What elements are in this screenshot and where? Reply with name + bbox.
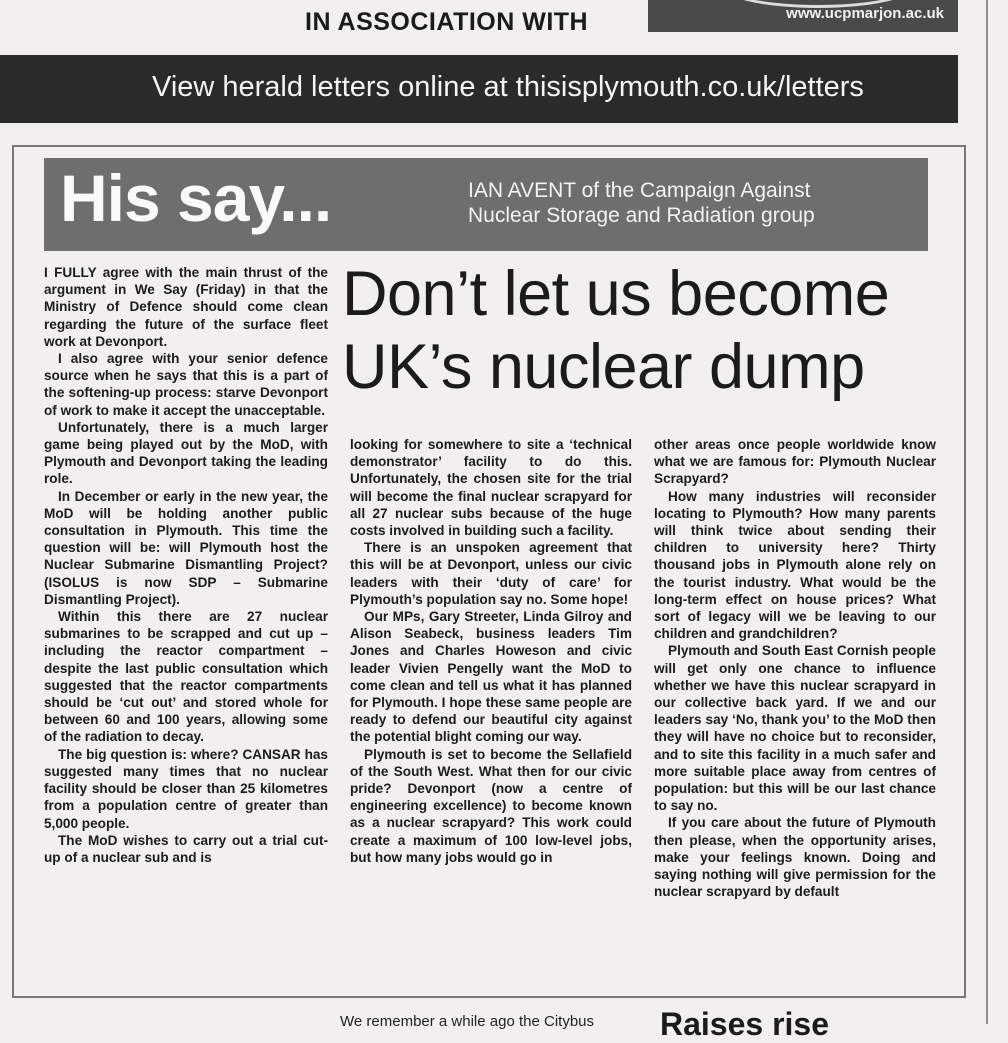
top-strip bbox=[0, 0, 1008, 48]
article-column-3 bbox=[654, 436, 936, 982]
paragraph: looking for somewhere to site a ‘technical demonstrator’ facility to do this. Unfortunately, the chosen site for the trial will become the final nuclear scrapyard for all 27 nuclear subs because of the huge costs involved in building such a facility. bbox=[350, 437, 632, 539]
paragraph: In December or early in the new year, the MoD will be holding another public consultation in Plymouth. This time the question will be: will Plymouth host the Nuclear Submarine Dismantling Project? (ISOLUS is now SDP – Submarine Dismantling Project). bbox=[44, 488, 328, 607]
letters-banner bbox=[0, 55, 958, 123]
paragraph: I FULLY agree with the main thrust of the argument in We Say (Friday) in that the Ministry of Defence should come clean regarding the future of the surface fleet work at Devonport. bbox=[44, 265, 328, 349]
letters-banner-text: View herald letters online at thisisplymouth.co.uk/letters bbox=[152, 71, 864, 103]
paragraph: How many industries will reconsider locating to Plymouth? How many parents will think twice about sending their children to university here? Thirty thousand jobs in Plymouth alone rely on the tourist industry. What would be the long-term effect on house prices? What sort of legacy will we be leaving to our children and grandchildren? bbox=[654, 488, 936, 642]
byline bbox=[468, 178, 815, 228]
headline-line-2: UK’s nuclear dump bbox=[342, 332, 865, 402]
paragraph: There is an unspoken agreement that this will be at Devonport, unless our civic leaders with their ‘duty of care’ for Plymouth’s population say no. Some hope! bbox=[350, 540, 632, 607]
next-article-headline: Raises rise bbox=[660, 1006, 830, 1042]
paragraph: I also agree with your senior defence source when he says that this is a part of the softening-up process: starve Devonport of work to make it accept the unacceptable. bbox=[44, 351, 328, 418]
association-label: IN ASSOCIATION WITH bbox=[305, 8, 589, 36]
paragraph: The big question is: where? CANSAR has suggested many times that no nuclear facility should be closer than 25 kilometres from a population centre of greater than 5,000 people. bbox=[44, 746, 328, 831]
article-headline bbox=[342, 258, 942, 404]
next-article-snippet: We remember a while ago the Citybus bbox=[340, 1013, 595, 1030]
paragraph: Plymouth and South East Cornish people will get only one chance to influence whether we have this nuclear scrapyard in our collective back yard. If we and our leaders say ‘No, thank you’ to the MoD then they will have no choice but to reconsider, and to site this facility in a much safer and more suitable place away from centres of population: but this will be our last chance to say no. bbox=[654, 643, 936, 814]
paragraph: Within this there are 27 nuclear submarines to be scrapped and cut up – including the reactor compartment – despite the last public consultation which suggested that the reactor compartments should be ‘cut out’ and stored whole for between 60 and 100 years, allowing some of the radiation to decay. bbox=[44, 609, 328, 745]
paragraph: Our MPs, Gary Streeter, Linda Gilroy and Alison Seabeck, business leaders Tim Jones and Charles Howeson and civic leader Vivien Pengelly want the MoD to come clean and tell us what it has planned for Plymouth. I hope these same people are ready to defend our beautiful city against the potential blight coming our way. bbox=[350, 609, 632, 745]
page-edge-divider bbox=[986, 0, 988, 1024]
sponsor-logo bbox=[648, 0, 958, 32]
headline-line-1: Don’t let us become bbox=[342, 259, 890, 329]
byline-line-2: Nuclear Storage and Radiation group bbox=[468, 204, 815, 227]
column-label-bar bbox=[44, 158, 928, 251]
paragraph: Unfortunately, there is a much larger game being played out by the MoD, with Plymouth and Devonport taking the leading role. bbox=[44, 419, 328, 487]
article-column-2 bbox=[350, 436, 632, 982]
sponsor-url: www.ucpmarjon.ac.uk bbox=[786, 5, 944, 22]
byline-line-1: IAN AVENT of the Campaign Against bbox=[468, 179, 811, 202]
paragraph: other areas once people worldwide know what we are famous for: Plymouth Nuclear Scrapyard? bbox=[654, 437, 936, 487]
article-column-1 bbox=[44, 264, 328, 982]
column-label: His say... bbox=[60, 161, 332, 235]
paragraph: Plymouth is set to become the Sellafield of the South West. What then for our civic pride? Devonport (now a centre of engineering excellence) to become known as a nuclear scrapyard? This work could create a maximum of 100 low-level jobs, but how many jobs would go in bbox=[350, 746, 632, 865]
paragraph: If you care about the future of Plymouth then please, when the opportunity arises, make your feelings known. Doing and saying nothing will give permission for the nuclear scrapyard by default bbox=[654, 815, 936, 900]
paragraph: The MoD wishes to carry out a trial cut-up of a nuclear sub and is bbox=[44, 832, 328, 865]
